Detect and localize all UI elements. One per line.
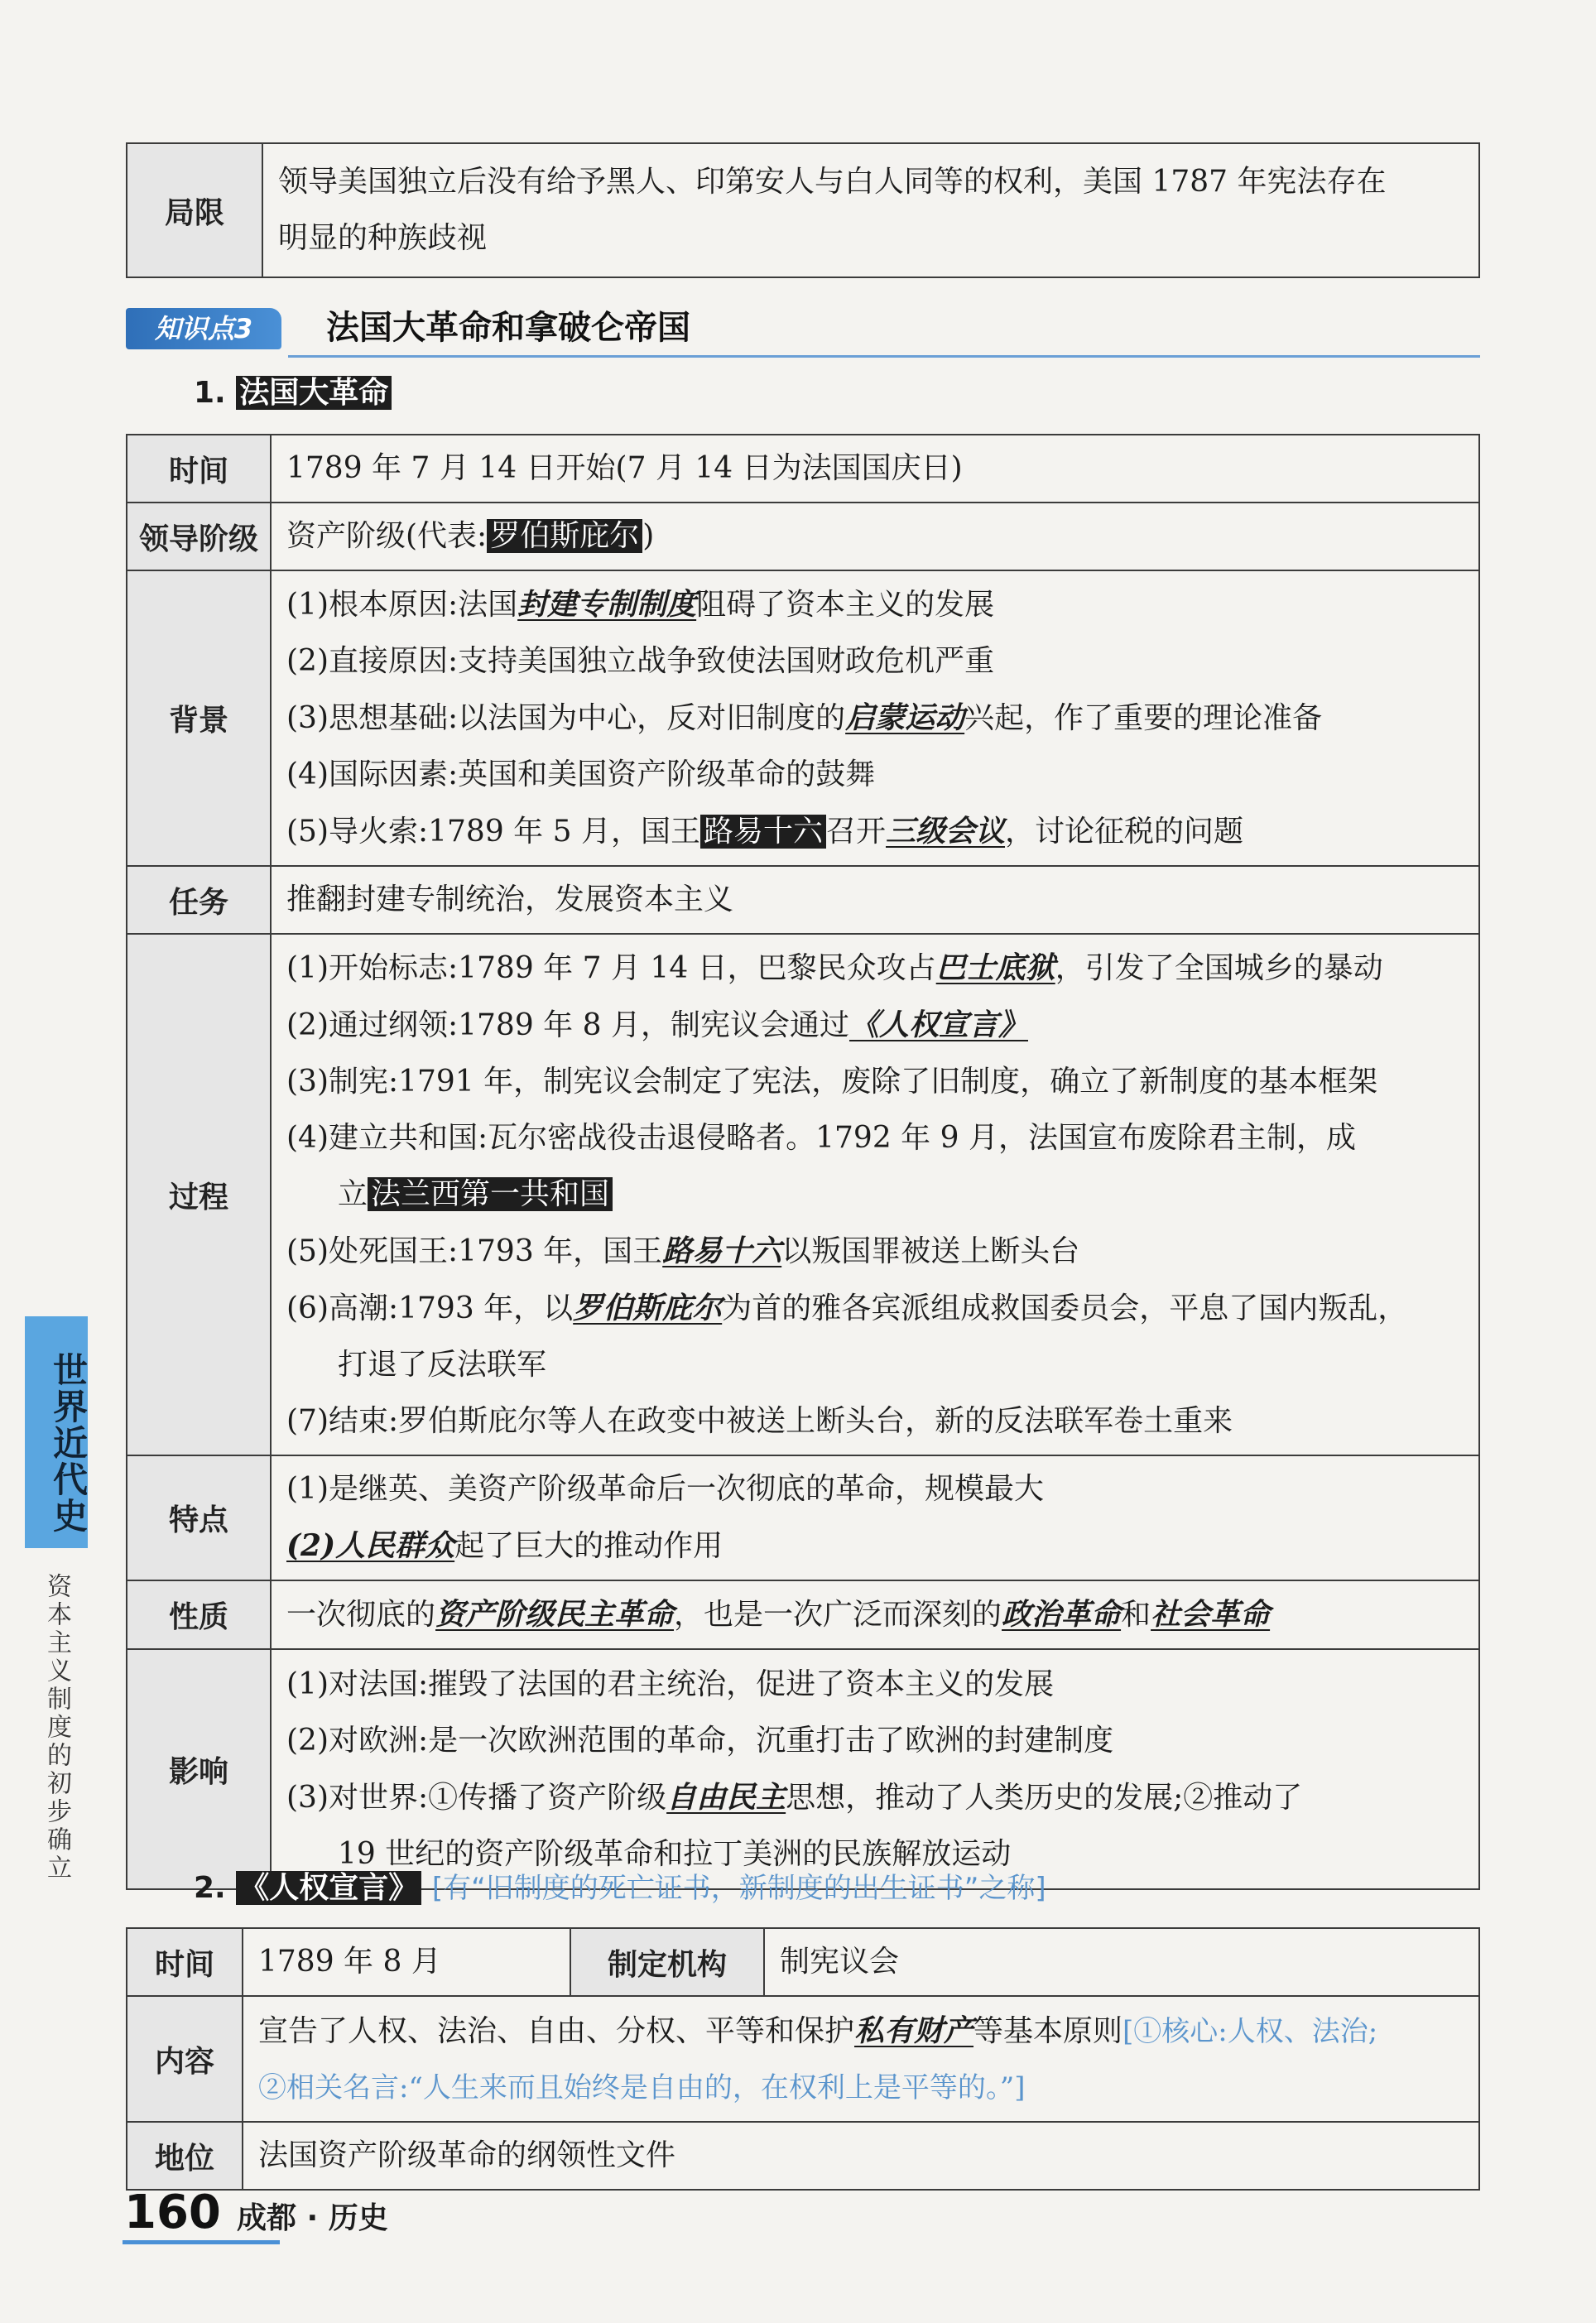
features-content	[271, 1455, 1479, 1580]
decl-content-label: 内容	[127, 1996, 243, 2122]
row-time	[127, 435, 1479, 503]
bg1-b: 阻碍了资本主义的发展	[696, 588, 995, 622]
knowledge-point-badge: 知识点3	[126, 308, 281, 349]
nature-em2: 政治革命	[1002, 1597, 1122, 1632]
section-1-label: 法国大革命	[236, 376, 392, 410]
decl-content-value	[243, 1996, 1479, 2122]
footer-text: 成都 · 历史	[237, 2201, 388, 2235]
p5-b: 以叛国罪被送上断头台	[781, 1234, 1080, 1268]
leader-label: 领导阶级	[127, 503, 271, 570]
i3-b: 思想，推动了人类历史的发展;②推动了	[786, 1780, 1303, 1815]
section-1-title	[194, 369, 392, 411]
decl-org-label: 制定机构	[570, 1928, 764, 1996]
nature-content	[271, 1580, 1479, 1649]
decl-status-label: 地位	[127, 2122, 243, 2190]
section-2-title	[194, 1864, 1046, 1907]
influence-line-3	[286, 1769, 1464, 1826]
influence-line-1: (1)对法国:摧毁了法国的君主统治，促进了资本主义的发展	[286, 1666, 1055, 1701]
process-label: 过程	[127, 934, 271, 1455]
background-label: 背景	[127, 570, 271, 866]
background-line-1	[286, 576, 1464, 633]
background-line-2: (2)直接原因:支持美国独立战争致使法国财政危机严重	[286, 644, 995, 678]
decl-time-label: 时间	[127, 1928, 243, 1996]
nature-b: ，也是一次广泛而深刻的	[674, 1598, 1002, 1632]
limitation-table	[126, 142, 1480, 278]
side-chapter-tab: 世界近代史	[25, 1316, 88, 1548]
nature-em1: 资产阶级民主革命	[435, 1597, 675, 1632]
bg3-em: 启蒙运动	[845, 700, 965, 735]
bg5-hl: 路易十六	[700, 815, 826, 849]
background-line-4: (4)国际因素:英国和美国资产阶级革命的鼓舞	[286, 758, 876, 791]
p4-b: 立	[338, 1177, 368, 1211]
influence-line-3-cont: 19 世纪的资产阶级革命和拉丁美洲的民族解放运动	[338, 1836, 1012, 1871]
row-nature	[127, 1580, 1479, 1649]
process-line-6-cont: 打退了反法联军	[338, 1348, 547, 1382]
french-revolution-table	[126, 434, 1480, 1890]
p5-em: 路易十六	[662, 1234, 782, 1268]
limitation-content	[262, 143, 1479, 277]
footer-rule	[123, 2240, 280, 2244]
nature-label: 性质	[127, 1580, 271, 1649]
p1-b: ，引发了全国城乡的暴动	[1055, 951, 1383, 985]
limitation-line-2: 明显的种族歧视	[278, 221, 488, 255]
influence-line-2: (2)对欧洲:是一次欧洲范围的革命，沉重打击了欧洲的封建制度	[286, 1723, 1114, 1758]
decl-row-content	[127, 1996, 1479, 2122]
p2-a: (2)通过纲领:1789 年 8 月，制宪议会通过	[286, 1008, 849, 1042]
process-line-4: (4)建立共和国:瓦尔密战役击退侵略者。1792 年 9 月，法国宣布废除君主制，成	[286, 1121, 1356, 1155]
features-label: 特点	[127, 1455, 271, 1580]
task-value: 推翻封建专制统治，发展资本主义	[271, 866, 1479, 934]
row-task	[127, 866, 1479, 934]
knowledge-point-header	[126, 303, 1480, 353]
process-line-2	[286, 997, 1464, 1054]
background-line-5	[286, 803, 1464, 860]
time-value: 1789 年 7 月 14 日开始(7 月 14 日为法国国庆日)	[271, 435, 1479, 503]
process-line-7: (7)结束:罗伯斯庇尔等人在政变中被送上断头台，新的反法联军卷土重来	[286, 1404, 1233, 1438]
bg3-b: 兴起，作了重要的理论准备	[964, 701, 1323, 735]
features-line-1: (1)是继英、美资产阶级革命后一次彻底的革命，规模最大	[286, 1472, 1044, 1506]
p6-em: 罗伯斯庇尔	[573, 1291, 723, 1325]
time-label: 时间	[127, 435, 271, 503]
decl-row-status	[127, 2122, 1479, 2190]
decl-row-time	[127, 1928, 1479, 1996]
side-chapter-caption: 资本主义制度的初步确立	[42, 1573, 71, 1883]
bg1-a: (1)根本原因:法国	[286, 588, 518, 622]
c1-em: 私有财产	[854, 2013, 974, 2048]
f2-b: 起了巨大的推动作用	[454, 1529, 723, 1563]
decl-content-line-2: ②相关名言:“人生来而且始终是自由的，在权利上是平等的。”]	[258, 2070, 1026, 2104]
leader-text-end: )	[642, 519, 655, 553]
limitation-label: 局限	[127, 143, 262, 277]
section-2-note: [有“旧制度的死亡证书，新制度的出生证书”之称]	[431, 1872, 1046, 1905]
knowledge-point-title: 法国大革命和拿破仑帝国	[326, 309, 690, 347]
influence-label: 影响	[127, 1649, 271, 1889]
bg5-b: 召开	[826, 815, 887, 849]
header-rule	[288, 355, 1480, 358]
process-line-6	[286, 1280, 1464, 1337]
p6-a: (6)高潮:1793 年，以	[286, 1291, 574, 1325]
p6-b: 为首的雅各宾派组成救国委员会，平息了国内叛乱，	[722, 1291, 1408, 1325]
process-content	[271, 934, 1479, 1455]
declaration-table	[126, 1927, 1480, 2191]
decl-content-line-1	[258, 2003, 1464, 2060]
f2-em: (2)人民群众	[286, 1528, 455, 1563]
process-line-5	[286, 1223, 1464, 1280]
decl-org-value: 制宪议会	[764, 1928, 1479, 1996]
row-features	[127, 1455, 1479, 1580]
limitation-line-1: 领导美国独立后没有给予黑人、印第安人与白人同等的权利，美国 1787 年宪法存在	[278, 165, 1387, 199]
leader-text: 资产阶级(代表:	[286, 519, 488, 553]
p1-em: 巴士底狱	[935, 950, 1055, 985]
c1-a: 宣告了人权、法治、自由、分权、平等和保护	[258, 2013, 855, 2048]
bg5-c: ，讨论征税的问题	[1005, 815, 1244, 849]
leader-name: 罗伯斯庇尔	[487, 519, 642, 553]
background-line-3	[286, 690, 1464, 747]
task-label: 任务	[127, 866, 271, 934]
leader-value	[271, 503, 1479, 570]
nature-a: 一次彻底的	[286, 1598, 436, 1632]
p5-a: (5)处死国王:1793 年，国王	[286, 1234, 663, 1268]
row-process	[127, 934, 1479, 1455]
section-1-number: 1.	[194, 376, 226, 410]
p2-em: 《人权宣言》	[848, 1008, 1028, 1042]
row-background	[127, 570, 1479, 866]
c1-b: 等基本原则	[973, 2013, 1123, 2048]
bg1-em: 封建专制制度	[517, 587, 697, 622]
influence-content	[271, 1649, 1479, 1889]
background-content	[271, 570, 1479, 866]
process-line-1	[286, 940, 1464, 997]
row-influence	[127, 1649, 1479, 1889]
process-line-4-cont	[286, 1166, 1464, 1223]
decl-time-value: 1789 年 8 月	[243, 1928, 570, 1996]
row-leader	[127, 503, 1479, 570]
i3-em: 自由民主	[666, 1779, 786, 1815]
page-footer	[124, 2186, 388, 2244]
section-2-number: 2.	[194, 1871, 226, 1905]
section-2-label: 《人权宣言》	[236, 1871, 421, 1905]
p1-a: (1)开始标志:1789 年 7 月 14 日，巴黎民众攻占	[286, 951, 936, 985]
c1-note: [①核心:人权、法治;	[1122, 2014, 1378, 2048]
bg5-em: 三级会议	[886, 814, 1006, 849]
p4-hl: 法兰西第一共和国	[368, 1177, 613, 1211]
page-number: 160	[124, 2186, 221, 2239]
bg3-a: (3)思想基础:以法国为中心，反对旧制度的	[286, 701, 846, 735]
process-line-3: (3)制宪:1791 年，制宪议会制定了宪法，废除了旧制度，确立了新制度的基本框架	[286, 1065, 1378, 1099]
nature-c: 和	[1121, 1598, 1151, 1632]
i3-a: (3)对世界:①传播了资产阶级	[286, 1780, 667, 1815]
nature-em3: 社会革命	[1151, 1597, 1271, 1632]
decl-status-value: 法国资产阶级革命的纲领性文件	[243, 2122, 1479, 2190]
features-line-2	[286, 1517, 1464, 1575]
bg5-a: (5)导火索:1789 年 5 月，国王	[286, 815, 700, 849]
